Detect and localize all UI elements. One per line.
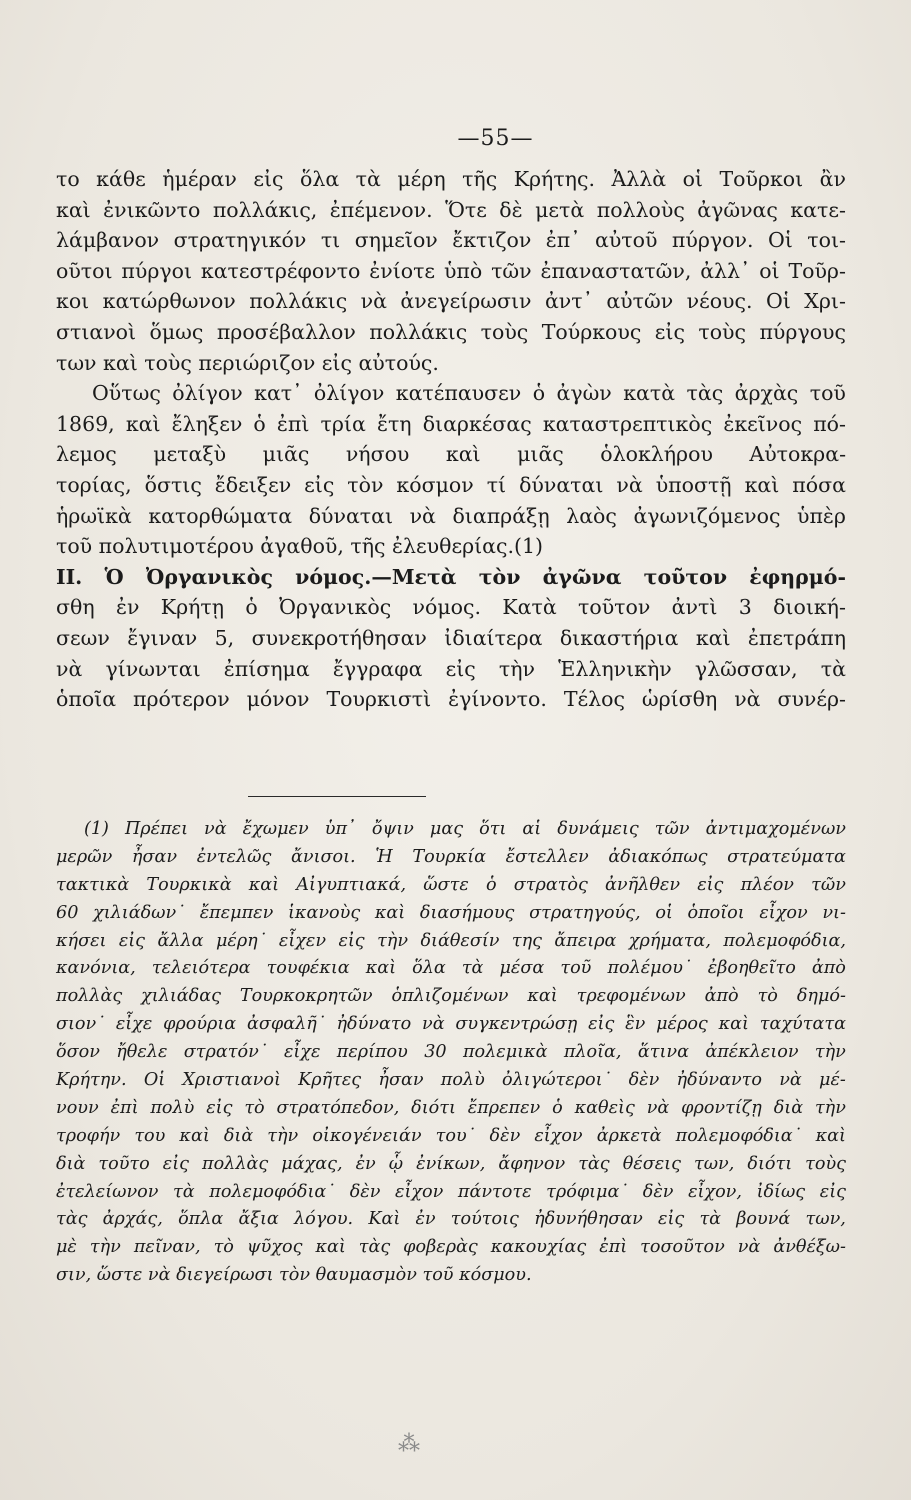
text-line: νὰ γίνωνται ἐπίσημα ἔγγραφα εἰς τὴν Ἑλληνικὴν γλῶσσαν, τὰ [56, 656, 846, 681]
footnote-line: μερῶν ἦσαν ἐντελῶς ἄνισοι. Ἡ Τουρκία ἔστελλεν ἀδιακόπως στρατεύματα [56, 846, 846, 867]
text-line: το κάθε ἡμέραν εἰς ὅλα τὰ μέρη τῆς Κρήτης. Ἀλλὰ οἱ Τοῦρκοι ἂν [56, 167, 846, 191]
footnote-line: διὰ τοῦτο εἰς πολλὰς μάχας, ἐν ᾧ ἐνίκων, ἄφηνον τὰς θέσεις των, διότι τοὺς [56, 1153, 846, 1174]
footnote-line: μὲ τὴν πεῖναν, τὸ ψῦχος καὶ τὰς φοβερὰς κακουχίας ἐπὶ τοσοῦτον νὰ ἀνθέξω- [56, 1237, 846, 1258]
text-line: λεμος μεταξὺ μιᾶς νήσου καὶ μιᾶς ὁλοκλήρου Αὐτοκρα- [56, 442, 846, 467]
text-line: λάμβανον στρατηγικόν τι σημεῖον ἔκτιζον ἐπ᾽ αὐτοῦ πύργον. Οἱ τοι- [56, 228, 846, 253]
footnote-line: 60 χιλιάδων˙ ἔπεμπεν ἱκανοὺς καὶ διασήμους στρατηγούς, οἱ ὁποῖοι εἶχον νι- [56, 902, 846, 923]
text-line: ἡρωϊκὰ κατορθώματα δύναται νὰ διαπράξῃ λαὸς ἀγωνιζόμενος ὑπὲρ [56, 503, 846, 528]
footnote-line: σιον˙ εἶχε φρούρια ἀσφαλῆ˙ ἠδύνατο νὰ συγκεντρώσῃ εἰς ἓν μέρος καὶ ταχύτατα [56, 1014, 846, 1035]
footnote-line: Κρήτην. Οἱ Χριστιανοὶ Κρῆτες ἦσαν πολὺ ὀλιγώτεροι˙ δὲν ἠδύναντο νὰ μέ- [56, 1070, 846, 1091]
footnote-line: κήσει εἰς ἄλλα μέρη˙ εἶχεν εἰς τὴν διάθεσίν της ἄπειρα χρήματα, πολεμοφόδια, [56, 930, 846, 951]
footnote-line: τὰς ἀρχάς, ὅπλα ἄξια λόγου. Καὶ ἐν τούτοις ἠδυνήθησαν εἰς τὰ βουνά των, [56, 1209, 846, 1230]
footnote-block [56, 816, 846, 1290]
text-line: ὁποῖα πρότερον μόνον Τουρκιστὶ ἐγίνοντο. Τέλος ὡρίσθη νὰ συνέρ- [56, 687, 846, 712]
footnote-line: ἐτελείωνον τὰ πολεμοφόδια˙ δὲν εἶχον πάντοτε τρόφιμα˙ δὲν εἶχον, ἰδίως εἰς [56, 1181, 846, 1202]
text-line: των καὶ τοὺς περιώριζον εἰς αὐτούς. [56, 350, 439, 375]
text-line: κοι κατώρθωνον πολλάκις νὰ ἀνεγείρωσιν ἀντ᾽ αὐτῶν νέους. Οἱ Χρι- [56, 289, 846, 314]
text-line: τορίας, ὅστις ἔδειξεν εἰς τὸν κόσμον τί δύναται νὰ ὑποστῇ καὶ πόσα [56, 472, 846, 497]
text-line: στιανοὶ ὅμως προσέβαλλον πολλάκις τοὺς Τούρκους εἰς τοὺς πύργους [56, 319, 846, 344]
footnote-line: νουν ἐπὶ πολὺ εἰς τὸ στρατόπεδον, διότι ἔπρεπεν ὁ καθεὶς νὰ φροντίζῃ διὰ τὴν [56, 1097, 846, 1118]
text-line: καὶ ἐνικῶντο πολλάκις, ἐπέμενον. Ὅτε δὲ μετὰ πολλοὺς ἀγῶνας κατε- [56, 197, 846, 222]
text-line: 1869, καὶ ἔληξεν ὁ ἐπὶ τρία ἔτη διαρκέσας καταστρεπτικὸς ἐκεῖνος πό- [56, 411, 846, 436]
text-line: σεων ἔγιναν 5, συνεκροτήθησαν ἰδιαίτερα δικαστήρια καὶ ἐπετράπη [56, 625, 846, 650]
footnote-line: κανόνια, τελειότερα τουφέκια καὶ ὅλα τὰ μέσα τοῦ πολέμου˙ ἐβοηθεῖτο ἀπὸ [56, 958, 846, 979]
footnote-line: ὅσον ἤθελε στρατόν˙ εἶχε περίπου 30 πολεμικὰ πλοῖα, ἅτινα ἀπέκλειον τὴν [56, 1042, 846, 1063]
text-line: σθη ἐν Κρήτῃ ὁ Ὀργανικὸς νόμος. Κατὰ τοῦτον ἀντὶ 3 διοική- [56, 595, 846, 620]
section-heading-line: II. Ὁ Ὀργανικὸς νόμος.—Μετὰ τὸν ἀγῶνα τοῦτον ἐφηρμό- [56, 564, 846, 589]
text-line: τοῦ πολυτιμοτέρου ἀγαθοῦ, τῆς ἐλευθερίας.(1) [56, 534, 544, 559]
footnote-line: (1) Πρέπει νὰ ἔχωμεν ὑπ᾽ ὄψιν μας ὅτι αἱ δυνάμεις τῶν ἀντιμαχομένων [84, 819, 846, 839]
footnote-line: πολλὰς χιλιάδας Τουρκοκρητῶν ὁπλιζομένων καὶ τρεφομένων ἀπὸ τὸ δημό- [56, 986, 846, 1007]
footnote-line: τροφήν του καὶ διὰ τὴν οἰκογένειάν του˙ δὲν εἶχον ἀρκετὰ πολεμοφόδια˙ καὶ [56, 1125, 846, 1146]
page-number: —55— [457, 126, 534, 151]
text-line: Οὕτως ὀλίγον κατ᾽ ὀλίγον κατέπαυσεν ὁ ἀγὼν κατὰ τὰς ἀρχὰς τοῦ [92, 381, 846, 406]
text-line: οῦτοι πύργοι κατεστρέφοντο ἐνίοτε ὑπὸ τῶν ἐπαναστατῶν, ἀλλ᾽ οἱ Τοῦρ- [56, 258, 846, 283]
main-text-block [56, 164, 846, 715]
footnote-divider [248, 796, 426, 797]
footnote-line: σιν, ὥστε νὰ διεγείρωσι τὸν θαυμασμὸν τοῦ κόσμου. [56, 1265, 532, 1286]
ink-smudge: ⁂ [398, 1432, 420, 1457]
footnote-line: τακτικὰ Τουρκικὰ καὶ Αἰγυπτιακά, ὥστε ὁ στρατὸς ἀνῆλθεν εἰς πλέον τῶν [56, 874, 846, 895]
